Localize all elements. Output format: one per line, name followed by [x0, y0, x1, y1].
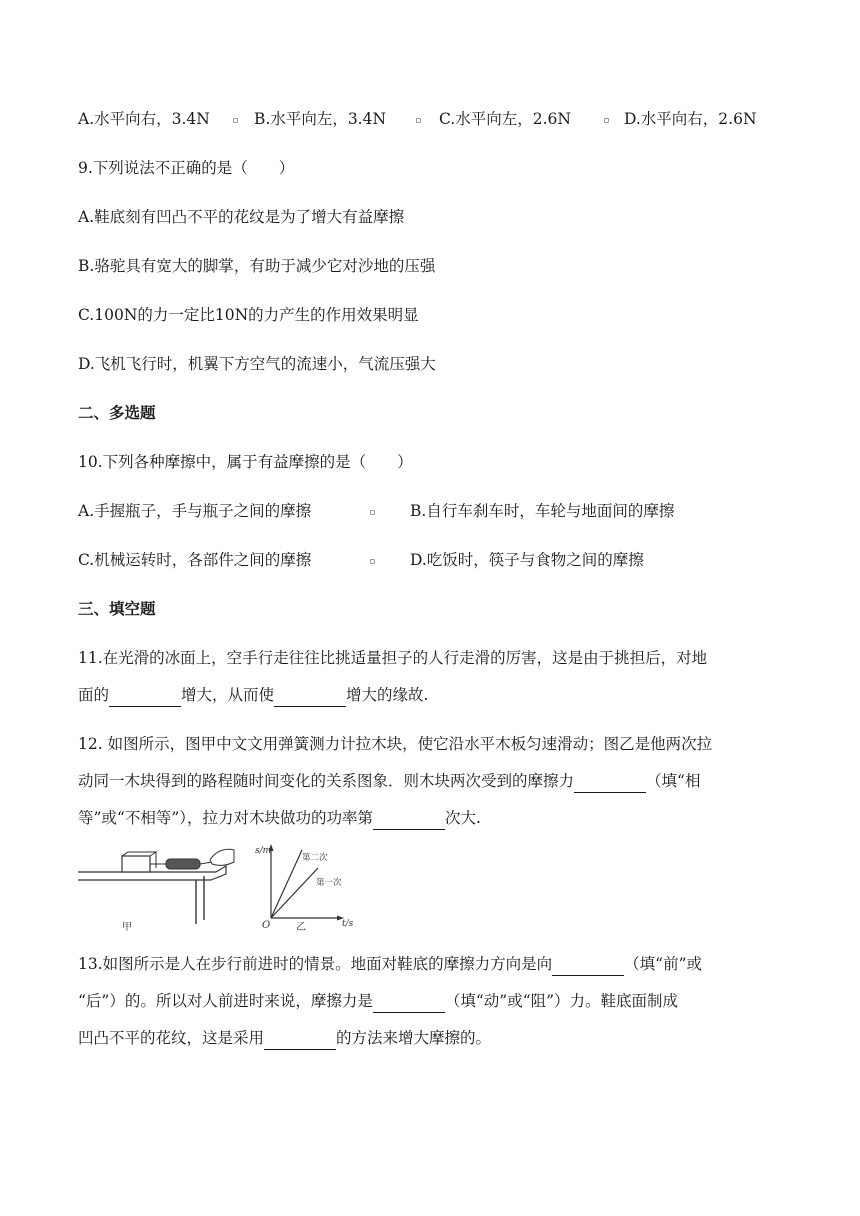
- answer-blank[interactable]: [264, 1027, 336, 1050]
- q11-text: 增大，从而使: [181, 686, 275, 704]
- figure-jia-label: 甲: [122, 922, 132, 933]
- answer-blank[interactable]: [552, 953, 624, 976]
- q13-line-3: [78, 1027, 491, 1050]
- q10-option-a: A.手握瓶子，手与瓶子之间的摩擦: [78, 502, 312, 520]
- q10-stem: 10.下列各种摩擦中，属于有益摩擦的是（ ）: [78, 453, 413, 471]
- q10-option-c: C.机械运转时，各部件之间的摩擦: [78, 551, 312, 569]
- section-heading-fill-in-blank: 三、填空题: [78, 600, 156, 618]
- option-separator-dot: [233, 118, 238, 123]
- q9-stem: 9.下列说法不正确的是（ ）: [78, 159, 295, 177]
- option-separator-dot: [604, 118, 609, 123]
- q9-option-b: B.骆驼具有宽大的脚掌，有助于减少它对沙地的压强: [78, 257, 436, 275]
- q13-text: 凹凸不平的花纹，这是采用: [78, 1029, 265, 1047]
- figure-yi-label: 乙: [296, 922, 306, 933]
- q13-text: 的方法来增大摩擦的。: [336, 1029, 492, 1047]
- q8-option-a: A.水平向右，3.4N: [78, 110, 210, 128]
- figure-yi-distance-time-graph: [252, 840, 352, 932]
- q12-text: 等”或“不相等”），拉力对木块做功的功率第: [78, 809, 374, 827]
- option-separator-dot: [416, 118, 421, 123]
- q9-option-d: D.飞机飞行时，机翼下方空气的流速小，气流压强大: [78, 355, 436, 373]
- q12-line-1: 12. 如图所示，图甲中文文用弹簧测力计拉木块，使它沿水平木板匀速滑动；图乙是他两次拉: [78, 735, 713, 753]
- figure-jia-spring-scale-on-table: [76, 840, 246, 932]
- answer-blank[interactable]: [574, 770, 646, 793]
- graph-origin-label: O: [262, 920, 271, 931]
- q13-text: 13.如图所示是人在步行前进时的情景。地面对鞋底的摩擦力方向是向: [78, 955, 553, 973]
- q13-text: （填“动”或“阻”）力。鞋底面制成: [444, 992, 679, 1010]
- answer-blank[interactable]: [373, 990, 445, 1013]
- q13-text: “后”）的。所以对人前进时来说，摩擦力是: [78, 992, 373, 1010]
- graph-line-second: [271, 850, 302, 918]
- answer-blank[interactable]: [109, 684, 181, 707]
- q12-text: 动同一木块得到的路程随时间变化的关系图象．则木块两次受到的摩擦力: [78, 772, 575, 790]
- q12-text: （填“相: [646, 772, 701, 790]
- q12-text: 次大.: [445, 809, 481, 827]
- q8-option-d: D.水平向右，2.6N: [624, 110, 757, 128]
- graph-line-first: [271, 868, 318, 918]
- q12-line-2: [78, 770, 700, 793]
- q8-option-c: C.水平向左，2.6N: [439, 110, 571, 128]
- q8-option-b: B.水平向左，3.4N: [254, 110, 387, 128]
- graph-label-second: 第二次: [302, 853, 328, 863]
- option-separator-dot: [370, 559, 375, 564]
- answer-blank[interactable]: [274, 684, 346, 707]
- q9-option-c: C.100N的力一定比10N的力产生的作用效果明显: [78, 306, 419, 324]
- answer-blank[interactable]: [373, 807, 445, 830]
- q11-line-2: [78, 684, 428, 707]
- q11-text: 面的: [78, 686, 110, 704]
- graph-x-axis-label: t/s: [342, 919, 354, 929]
- q10-option-d: D.吃饭时，筷子与食物之间的摩擦: [410, 551, 644, 569]
- q13-line-1: [78, 953, 702, 976]
- q10-option-b: B.自行车刹车时，车轮与地面间的摩擦: [410, 502, 675, 520]
- option-separator-dot: [370, 510, 375, 515]
- section-heading-multiple-choice: 二、多选题: [78, 404, 156, 422]
- q11-line-1: 11.在光滑的冰面上，空手行走往往比挑适量担子的人行走滑的厉害，这是由于挑担后，对地: [78, 649, 708, 667]
- graph-y-axis-label: s/m: [255, 846, 272, 856]
- graph-label-first: 第一次: [316, 878, 342, 888]
- q12-line-3: [78, 807, 481, 830]
- q13-text: （填“前”或: [624, 955, 703, 973]
- q9-option-a: A.鞋底刻有凹凸不平的花纹是为了增大有益摩擦: [78, 208, 405, 226]
- q13-line-2: [78, 990, 678, 1013]
- q11-text: 增大的缘故.: [346, 686, 429, 704]
